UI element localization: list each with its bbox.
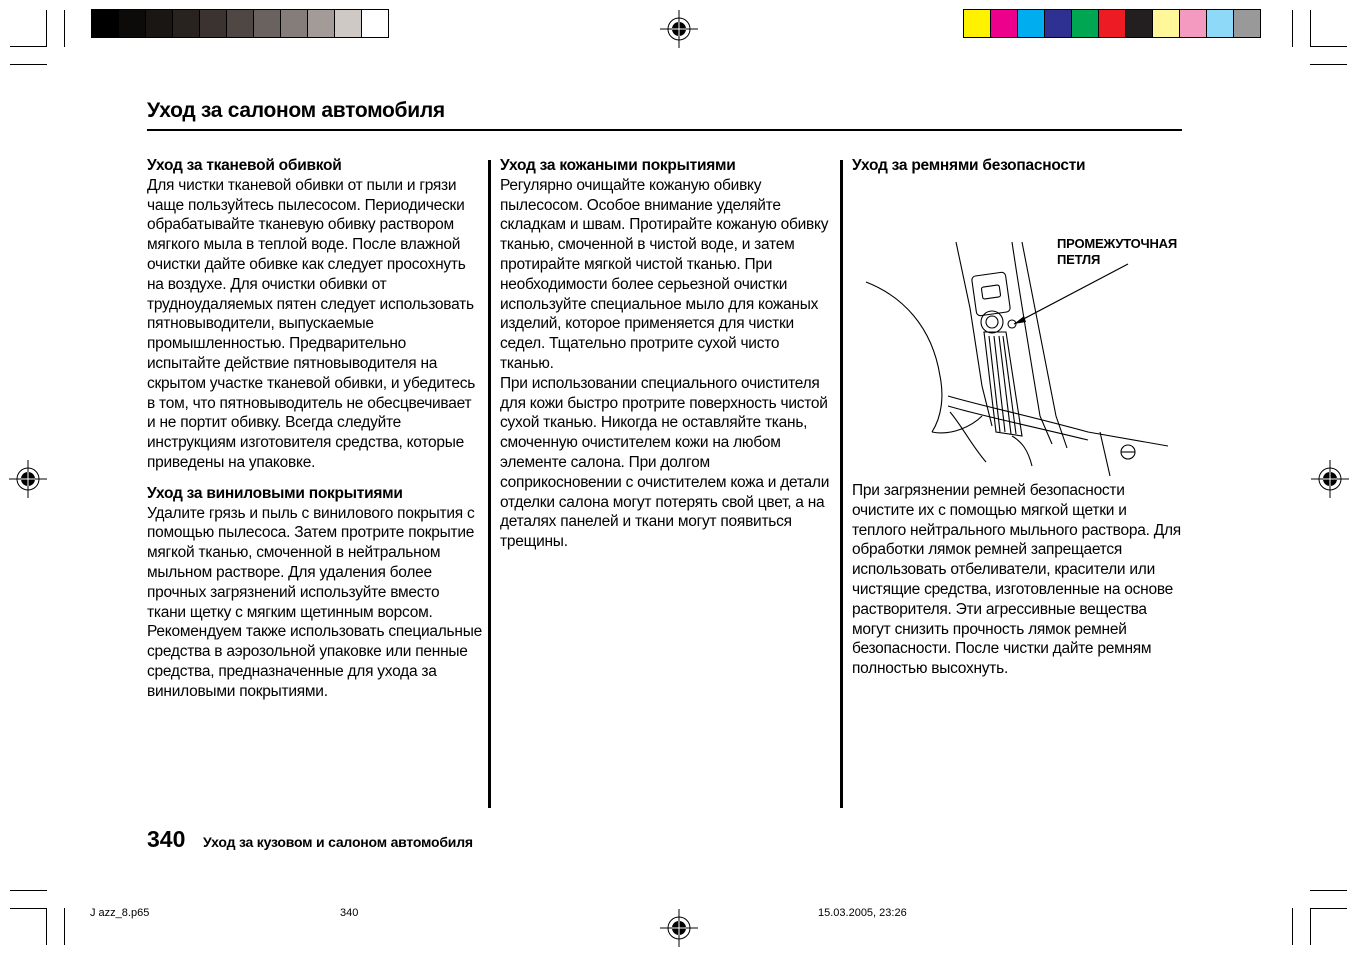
color-swatch-11	[1234, 10, 1260, 37]
gray-swatch-3	[146, 10, 173, 37]
gray-swatch-6	[227, 10, 254, 37]
column-fabric-vinyl	[147, 156, 482, 702]
vinyl-heading: Уход за виниловыми покрытиями	[147, 484, 403, 502]
leather-heading: Уход за кожаными покрытиями	[500, 157, 736, 174]
color-swatch-2	[991, 10, 1018, 37]
gray-swatch-7	[254, 10, 281, 37]
gray-swatch-5	[200, 10, 227, 37]
column-belts	[852, 156, 1182, 176]
gray-swatch-1	[92, 10, 119, 37]
gray-swatch-10	[335, 10, 362, 37]
color-swatch-9	[1180, 10, 1207, 37]
gray-swatch-9	[308, 10, 335, 37]
registration-mark-icon	[9, 460, 47, 498]
figure-label-line-2: ПЕТЛЯ	[1057, 252, 1101, 267]
color-swatch-8	[1153, 10, 1180, 37]
fabric-heading: Уход за тканевой обивкой	[147, 157, 342, 174]
slug-datetime: 15.03.2005, 23:26	[818, 907, 907, 919]
leather-text-2: При использовании специального очистителя для кожи быстро протрите поверхность чистой сухой тканью. Никогда не оставляйте ткань, смоченную очистителем кожи на любом элементе салона. При долгом соприкосновении с очистителем кожа и детали отделки салона могут потерять свой цвет, а на деталях панелей и ткани могут появиться трещины.	[500, 374, 830, 551]
belts-heading: Уход за ремнями безопасности	[852, 157, 1086, 174]
color-swatch-3	[1018, 10, 1045, 37]
color-bar	[963, 9, 1261, 38]
gray-swatch-2	[119, 10, 146, 37]
fabric-text: Для чистки тканевой обивки от пыли и грязи чаще пользуйтесь пылесосом. Периодически обрабатывайте тканевую обивку раствором мягкого мыла в теплой воде. После влажной очистки дайте обивке как следует просохнуть на воздухе. Для очистки обивки от трудноудаляемых пятен следует использовать пятновыводители, выпускаемые промышленностью. Предварительно испытайте действие пятновыводителя на скрытом участке тканевой обивки, и убедитесь в том, что пятновыводитель не обесцвечивает и не портит обивку. Всегда следуйте инструкциям изготовителя средства, которые приведены на упаковке.	[147, 176, 476, 471]
column-divider	[840, 160, 843, 808]
color-swatch-6	[1099, 10, 1126, 37]
color-swatch-5	[1072, 10, 1099, 37]
slug-page: 340	[340, 907, 359, 919]
column-divider	[488, 160, 491, 808]
figure-label-line-1: ПРОМЕЖУТОЧНАЯ	[1057, 236, 1177, 251]
color-swatch-4	[1045, 10, 1072, 37]
leather-text-1: Регулярно очищайте кожаную обивку пылесосом. Особое внимание уделяйте складкам и швам. Протирайте кожаную обивку тканью, смоченной в чистой воде, и затем протирайте мягкой чистой тканью. При необходимости более серьезной очистки используйте специальное мыло для кожаных изделий, которое применяется для чистки седел. Тщательно протрите сухой чисто тканью.	[500, 176, 829, 372]
page-title: Уход за салоном автомобиля	[147, 99, 445, 122]
section-title: Уход за кузовом и салоном автомобиля	[203, 834, 473, 850]
registration-mark-icon	[660, 909, 698, 947]
column-leather	[500, 156, 830, 552]
color-swatch-10	[1207, 10, 1234, 37]
registration-mark-icon	[660, 10, 698, 48]
seatbelt-illustration	[862, 236, 1182, 480]
gray-swatch-11	[362, 10, 388, 37]
slug-file: J azz_8.p65	[90, 907, 150, 919]
gray-swatch-4	[173, 10, 200, 37]
page-number: 340	[147, 826, 186, 852]
color-swatch-1	[964, 10, 991, 37]
grayscale-bar	[91, 9, 389, 38]
title-divider	[147, 129, 1182, 131]
color-swatch-7	[1126, 10, 1153, 37]
registration-mark-icon	[1311, 460, 1349, 498]
gray-swatch-8	[281, 10, 308, 37]
vinyl-text: Удалите грязь и пыль с винилового покрытия с помощью пылесоса. Затем протрите покрытие мягкой тканью, смоченной в нейтральном мыльном растворе. Для удаления более прочных загрязнений используйте вместо ткани щетку с мягким щетинным ворсом. Рекомендуем также использовать специальные средства в аэрозольной упаковке или пенные средства, предназначенные для ухода за виниловыми покрытиями.	[147, 504, 482, 700]
belts-text: При загрязнении ремней безопасности очистите их с помощью мягкой щетки и теплого нейтрального мыльного раствора. Для обработки лямок ремней запрещается использовать отбеливатели, красители или чистящие средства, изготовленные на основе растворителя. Эти агрессивные вещества могут снизить прочность лямок ремней безопасности. После чистки дайте ремням полностью высохнуть.	[852, 482, 1181, 678]
